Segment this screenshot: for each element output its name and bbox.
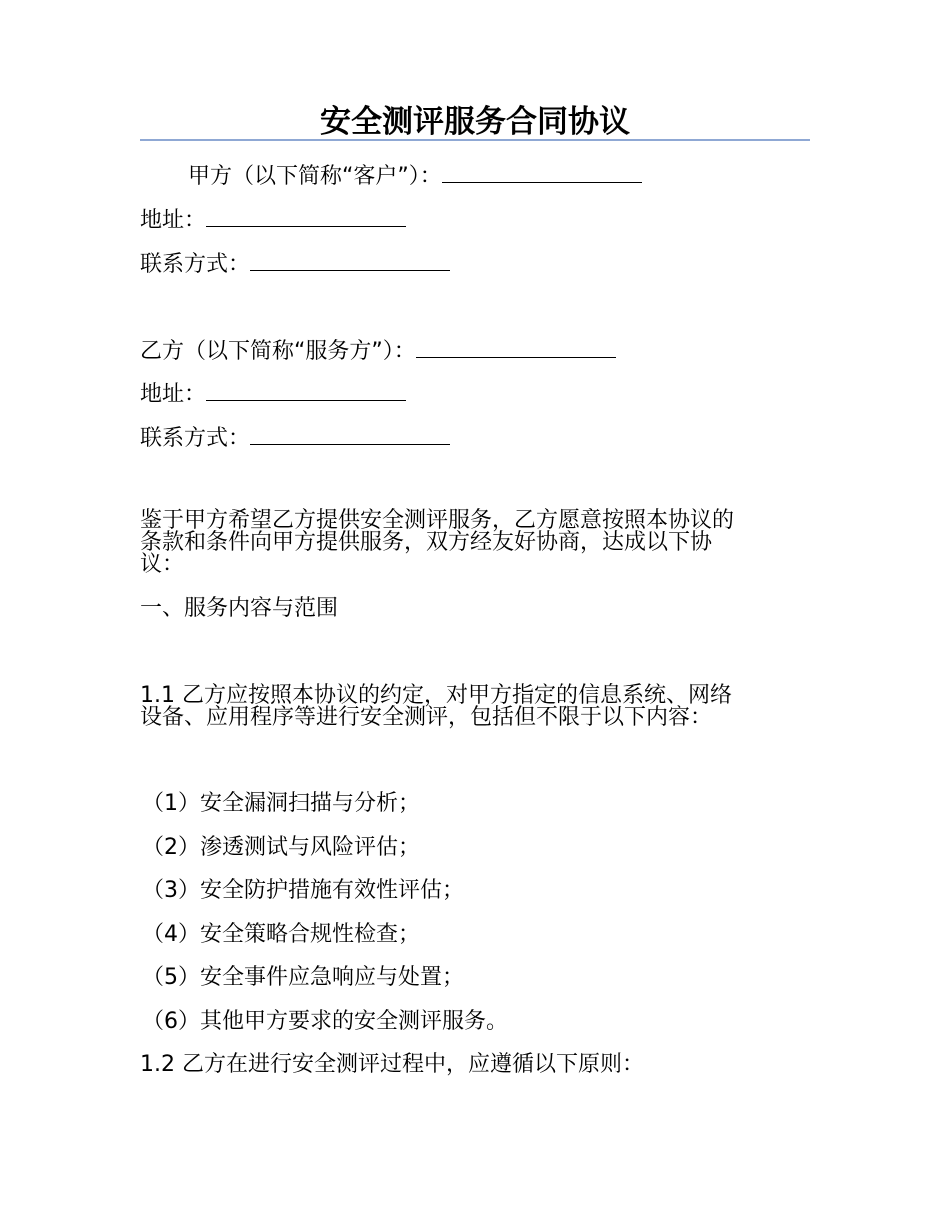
party-a-address-blank — [206, 204, 406, 227]
party-b-contact-label: 联系方式： — [140, 426, 251, 451]
list-item: （6）其他甲方要求的安全测评服务。 — [142, 1009, 508, 1034]
party-b-label: 乙方（以下简称“服务方”）： — [140, 339, 416, 364]
party-b-contact-line — [140, 422, 450, 454]
party-b-line — [140, 335, 616, 367]
party-b-blank — [416, 335, 616, 358]
list-item: （4）安全策略合规性检查； — [142, 922, 420, 947]
party-a-address-line — [140, 204, 406, 236]
preamble-line-1: 鉴于甲方希望乙方提供安全测评服务，乙方愿意按照本协议的 — [140, 508, 735, 533]
party-a-contact-blank — [250, 248, 450, 271]
preamble-line-3: 议： — [140, 552, 185, 577]
title-underline — [140, 139, 810, 141]
party-a-line — [188, 160, 642, 192]
party-b-address-line — [140, 378, 406, 410]
party-b-contact-blank — [250, 422, 450, 445]
party-a-blank — [442, 160, 642, 183]
party-a-label: 甲方（以下简称“客户”）： — [188, 164, 442, 189]
list-item: （5）安全事件应急响应与处置； — [142, 965, 464, 990]
party-a-contact-label: 联系方式： — [140, 252, 251, 277]
section-1-heading: 一、服务内容与范围 — [140, 596, 339, 621]
list-item: （2）渗透测试与风险评估； — [142, 835, 420, 860]
list-item: （3）安全防护措施有效性评估； — [142, 878, 464, 903]
party-a-address-label: 地址： — [140, 208, 207, 233]
preamble-line-2: 条款和条件向甲方提供服务，双方经友好协商，达成以下协 — [140, 530, 713, 555]
document-title: 安全测评服务合同协议 — [320, 104, 630, 140]
party-b-address-blank — [206, 378, 406, 401]
clause-1-2: 1.2 乙方在进行安全测评过程中，应遵循以下原则： — [140, 1052, 644, 1077]
preamble-paragraph — [140, 510, 820, 576]
party-b-address-label: 地址： — [140, 382, 207, 407]
clause-1-1-line-1: 1.1 乙方应按照本协议的约定，对甲方指定的信息系统、网络 — [140, 683, 732, 708]
list-item: （1）安全漏洞扫描与分析； — [142, 791, 420, 816]
clause-1-1-line-2: 设备、应用程序等进行安全测评，包括但不限于以下内容： — [140, 705, 713, 730]
clause-1-1-paragraph — [140, 685, 820, 729]
party-a-contact-line — [140, 248, 450, 280]
